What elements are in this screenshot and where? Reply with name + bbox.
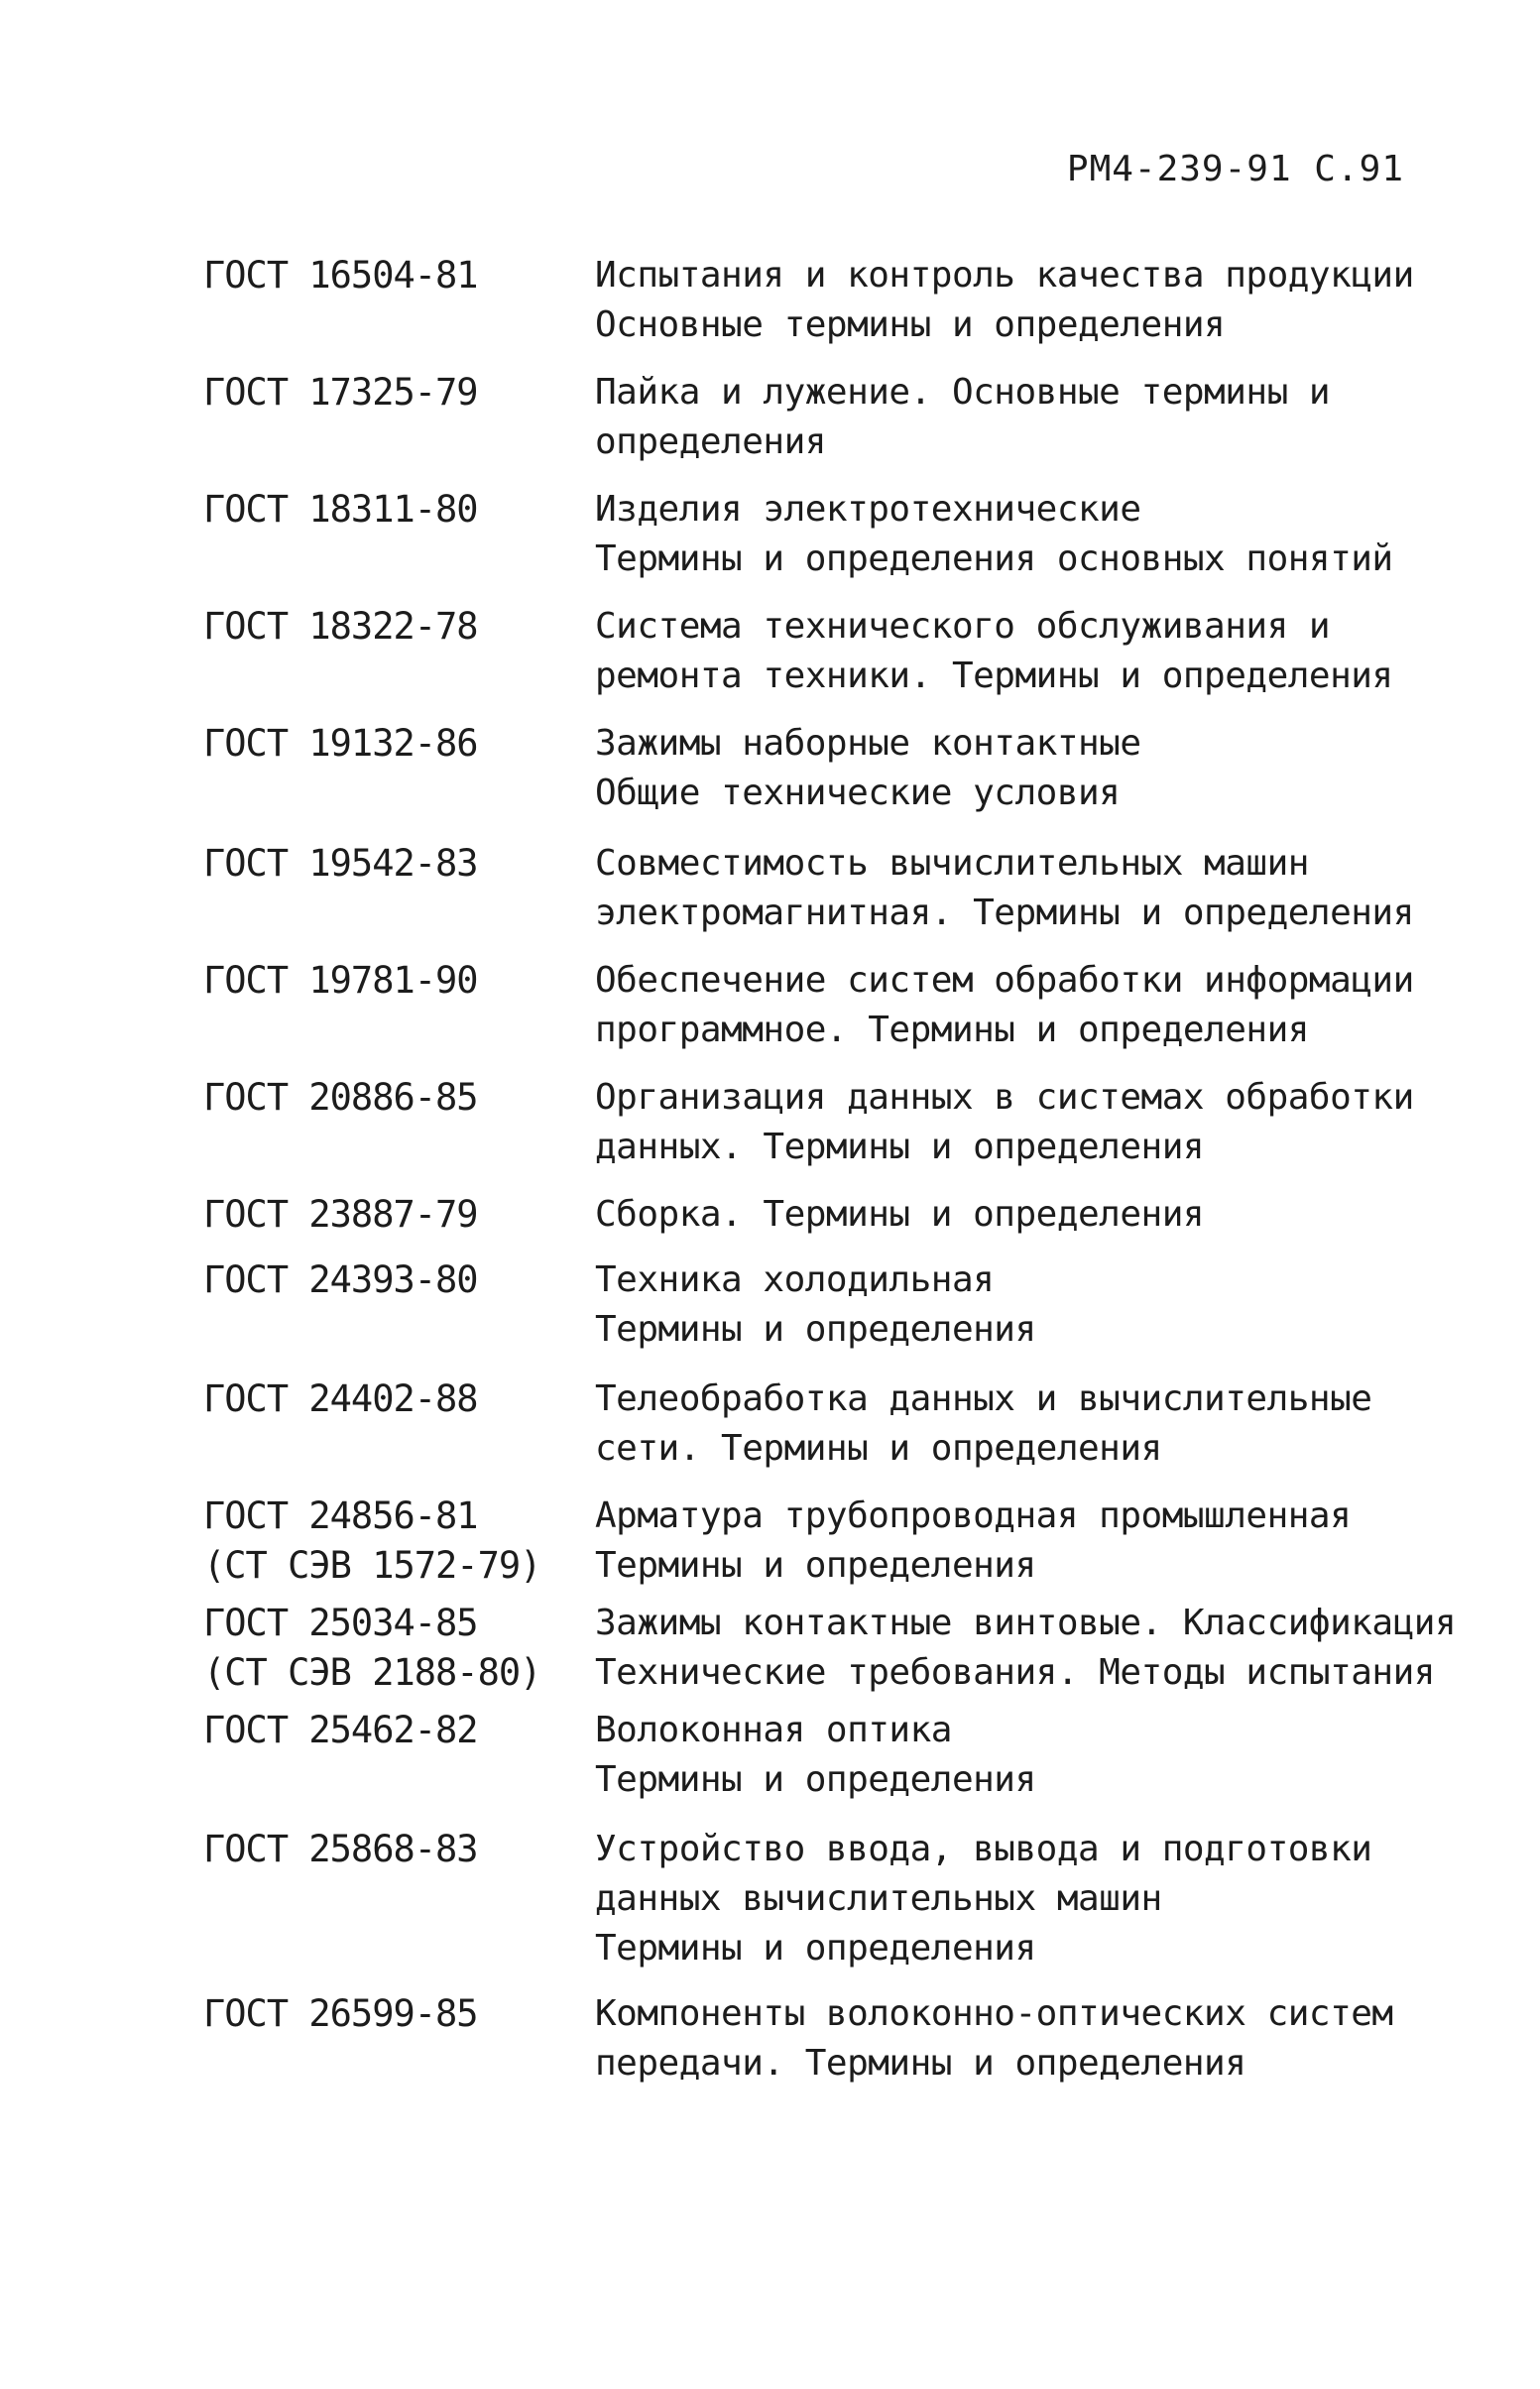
standard-code <box>203 1073 595 1123</box>
standard-title <box>595 719 1453 818</box>
standard-title-line: Зажимы наборные контактные <box>595 723 1141 764</box>
standard-title-line: передачи. Термины и определения <box>595 2043 1246 2084</box>
standard-code <box>203 368 595 418</box>
standard-entry <box>203 1706 1453 1805</box>
standard-code <box>203 1492 595 1591</box>
standard-title-line: Телеобработка данных и вычислительные <box>595 1378 1372 1419</box>
standard-title-line: Основные термины и определения <box>595 304 1226 345</box>
standard-code-line: ГОСТ 19781-90 <box>203 959 478 1002</box>
standards-list <box>203 251 1457 2089</box>
standard-code <box>203 839 595 889</box>
standard-code-line: (СТ СЭВ 2188-80) <box>203 1651 541 1694</box>
standard-entry <box>203 719 1453 818</box>
standard-entry <box>203 956 1453 1055</box>
standard-title-line: Устройство ввода, вывода и подготовки <box>595 1829 1372 1869</box>
standard-code-line: ГОСТ 25034-85 <box>203 1602 478 1644</box>
standard-code-line: ГОСТ 18322-78 <box>203 605 478 648</box>
standard-title <box>595 485 1453 584</box>
standard-title-line: Термины и определения основных понятий <box>595 538 1393 579</box>
standard-entry <box>203 485 1453 584</box>
standard-title <box>595 1190 1453 1240</box>
standard-title <box>595 1989 1453 2089</box>
standard-title-line: Система технического обслуживания и <box>595 606 1331 647</box>
standard-code <box>203 719 595 769</box>
standard-title-line: Общие технические условия <box>595 773 1121 813</box>
standard-entry <box>203 1989 1453 2089</box>
standard-title-line: Технические требования. Методы испытания <box>595 1652 1435 1693</box>
standard-title-line: Волоконная оптика <box>595 1710 952 1750</box>
standard-code <box>203 602 595 652</box>
standard-code <box>203 251 595 300</box>
standard-title <box>595 956 1453 1055</box>
standard-entry <box>203 1190 1453 1240</box>
standard-title-line: Термины и определения <box>595 1928 1036 1969</box>
standard-title-line: Сборка. Термины и определения <box>595 1194 1205 1235</box>
standard-code <box>203 1989 595 2039</box>
standard-code <box>203 1599 595 1698</box>
standard-entry <box>203 1073 1453 1172</box>
standard-title <box>595 602 1453 701</box>
standard-title-line: электромагнитная. Термины и определения <box>595 893 1414 933</box>
standard-code-line: ГОСТ 19542-83 <box>203 842 478 885</box>
standard-entry <box>203 839 1453 938</box>
standard-code <box>203 1706 595 1755</box>
standard-title <box>595 1706 1453 1805</box>
standard-code <box>203 956 595 1006</box>
standard-code-line: ГОСТ 23887-79 <box>203 1193 478 1236</box>
standard-title <box>595 1255 1453 1355</box>
standard-title-line: программное. Термины и определения <box>595 1010 1309 1050</box>
standard-code-line: ГОСТ 20886-85 <box>203 1076 478 1119</box>
standard-code <box>203 485 595 535</box>
standard-code-line: ГОСТ 25462-82 <box>203 1709 478 1751</box>
page-header: РМ4-239-91 С.91 <box>1066 149 1404 189</box>
standard-code-line: ГОСТ 24393-80 <box>203 1258 478 1301</box>
standard-entry <box>203 368 1453 467</box>
standard-title-line: ремонта техники. Термины и определения <box>595 656 1393 696</box>
standard-title <box>595 1374 1453 1474</box>
standard-title <box>595 1492 1453 1591</box>
standard-title-line: Техника холодильная <box>595 1259 995 1300</box>
standard-title-line: определения <box>595 421 826 462</box>
standard-code-line: ГОСТ 19132-86 <box>203 722 478 765</box>
standard-title <box>595 1073 1453 1172</box>
standard-code-line: (СТ СЭВ 1572-79) <box>203 1544 541 1587</box>
standard-code-line: ГОСТ 25868-83 <box>203 1828 478 1870</box>
standard-entry <box>203 1825 1453 1973</box>
standard-entry <box>203 251 1453 350</box>
standard-title-line: Испытания и контроль качества продукции <box>595 255 1414 296</box>
standard-code-line: ГОСТ 24402-88 <box>203 1377 478 1420</box>
standard-title-line: Обеспечение систем обработки информации <box>595 960 1414 1001</box>
standard-code-line: ГОСТ 16504-81 <box>203 254 478 297</box>
standard-title-line: Термины и определения <box>595 1309 1036 1350</box>
standard-entry <box>203 1374 1453 1474</box>
standard-entry <box>203 1599 1457 1698</box>
standard-code-line: ГОСТ 26599-85 <box>203 1992 478 2035</box>
standard-code-line: ГОСТ 17325-79 <box>203 371 478 414</box>
standard-title <box>595 1599 1456 1698</box>
standard-code <box>203 1255 595 1305</box>
standard-entry <box>203 602 1453 701</box>
standard-code-line: ГОСТ 24856-81 <box>203 1494 478 1537</box>
standard-title-line: Компоненты волоконно-оптических систем <box>595 1993 1393 2034</box>
standard-code <box>203 1374 595 1424</box>
standard-entry <box>203 1492 1453 1591</box>
standard-code <box>203 1825 595 1874</box>
standard-title-line: Совместимость вычислительных машин <box>595 843 1309 884</box>
standard-code-line: ГОСТ 18311-80 <box>203 488 478 531</box>
standard-title-line: Зажимы контактные винтовые. Классификация <box>595 1603 1457 1643</box>
standard-title-line: Термины и определения <box>595 1759 1036 1800</box>
standard-title <box>595 251 1453 350</box>
standard-title <box>595 368 1453 467</box>
standard-title <box>595 1825 1453 1973</box>
standard-title-line: данных. Термины и определения <box>595 1127 1205 1167</box>
standard-title-line: Изделия электротехнические <box>595 489 1141 530</box>
standard-title-line: Пайка и лужение. Основные термины и <box>595 372 1331 413</box>
standard-title-line: сети. Термины и определения <box>595 1428 1162 1469</box>
standard-code <box>203 1190 595 1240</box>
standard-title-line: Арматура трубопроводная промышленная <box>595 1495 1352 1536</box>
standard-title-line: Организация данных в системах обработки <box>595 1077 1414 1118</box>
standard-title-line: данных вычислительных машин <box>595 1878 1162 1919</box>
standard-title <box>595 839 1453 938</box>
standard-entry <box>203 1255 1453 1355</box>
standard-title-line: Термины и определения <box>595 1545 1036 1586</box>
